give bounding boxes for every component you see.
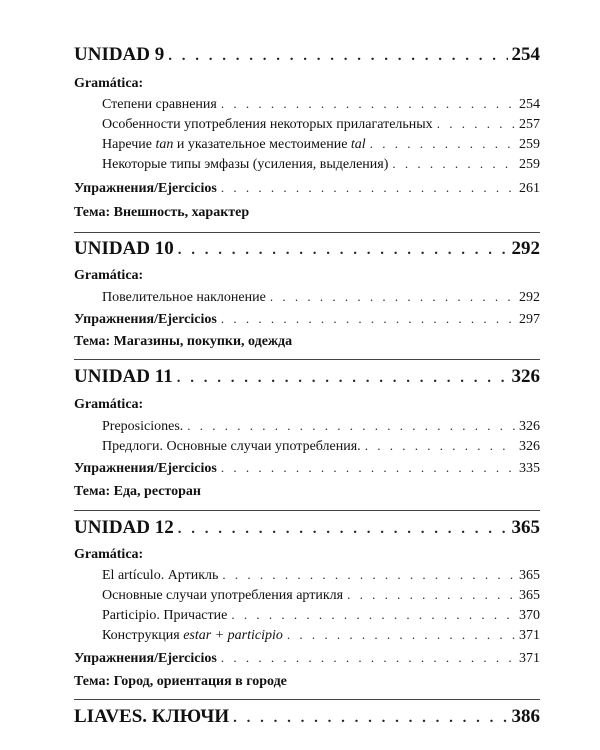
entry-text: Степени сравнения	[102, 97, 217, 112]
exercises-entry[interactable]	[74, 460, 540, 477]
entry-page: 292	[519, 290, 540, 305]
leader-dots	[221, 180, 515, 196]
exercises-page: 371	[519, 651, 540, 666]
exercises-label: Упражнения/Ejercicios	[74, 312, 217, 327]
divider	[74, 232, 540, 233]
unit-title: UNIDAD 11	[74, 366, 173, 387]
leader-dots	[270, 289, 515, 305]
entry-page: 259	[519, 137, 540, 152]
leader-dots	[168, 48, 507, 65]
unit-title: UNIDAD 9	[74, 44, 165, 65]
unit-11-heading[interactable]	[74, 366, 540, 388]
keys-page: 386	[511, 706, 540, 727]
entry-italic: tal	[350, 137, 366, 152]
exercises-page: 297	[519, 312, 540, 327]
exercises-entry[interactable]	[74, 650, 540, 667]
unit-12-heading[interactable]	[74, 517, 540, 539]
entry-text-part: Наречие	[102, 137, 156, 152]
toc-entry[interactable]	[102, 289, 540, 306]
unit-page: 292	[511, 238, 540, 259]
leader-dots	[231, 607, 515, 623]
toc-entry[interactable]	[102, 587, 540, 604]
keys-heading[interactable]	[74, 706, 540, 728]
entry-text: Повелительное наклонение	[102, 290, 266, 305]
leader-dots	[370, 136, 515, 152]
exercises-entry[interactable]	[74, 180, 540, 197]
unit-theme: Тема: Магазины, покупки, одежда	[74, 334, 293, 349]
divider	[74, 359, 540, 360]
leader-dots	[187, 418, 515, 434]
divider	[74, 510, 540, 511]
entry-page: 365	[519, 568, 540, 583]
entry-text-part: Конструкция	[102, 628, 184, 643]
leader-dots	[221, 460, 515, 476]
unit-page: 326	[511, 366, 540, 387]
leader-dots	[287, 627, 515, 643]
entry-page: 257	[519, 117, 540, 132]
toc-entry[interactable]	[102, 116, 540, 133]
divider	[74, 699, 540, 700]
exercises-label: Упражнения/Ejercicios	[74, 181, 217, 196]
entry-text: Participio. Причастие	[102, 608, 228, 623]
leader-dots	[392, 156, 515, 172]
entry-text-part: и указательное местоимение	[173, 137, 351, 152]
leader-dots	[178, 521, 508, 538]
unit-title: UNIDAD 12	[74, 517, 174, 538]
exercises-page: 335	[519, 461, 540, 476]
unit-9-heading[interactable]	[74, 44, 540, 66]
leader-dots	[222, 567, 515, 583]
leader-dots	[221, 311, 515, 327]
exercises-label: Упражнения/Ejercicios	[74, 651, 217, 666]
toc-entry[interactable]	[102, 567, 540, 584]
exercises-entry[interactable]	[74, 311, 540, 328]
toc-entry[interactable]	[102, 607, 540, 624]
toc-entry[interactable]	[102, 418, 540, 435]
unit-page: 254	[511, 44, 540, 65]
leader-dots	[365, 438, 515, 454]
toc-entry[interactable]	[102, 627, 540, 644]
leader-dots	[437, 116, 515, 132]
entry-text	[102, 628, 283, 644]
toc-entry[interactable]	[102, 156, 540, 173]
entry-page: 326	[519, 439, 540, 454]
entry-text: Особенности употребления некоторых прилагательных	[102, 117, 433, 132]
grammar-label: Gramática:	[74, 268, 144, 283]
leader-dots	[221, 96, 515, 112]
unit-page: 365	[511, 517, 540, 538]
unit-theme: Тема: Город, ориентация в городе	[74, 674, 287, 689]
grammar-label: Gramática:	[74, 547, 144, 562]
entry-page: 371	[519, 628, 540, 643]
toc-entry[interactable]	[102, 438, 540, 455]
entry-text: El artículo. Артикль	[102, 568, 219, 583]
unit-10-heading[interactable]	[74, 238, 540, 260]
leader-dots	[178, 242, 508, 259]
unit-theme: Тема: Внешность, характер	[74, 205, 250, 220]
toc-entry[interactable]	[102, 136, 540, 153]
entry-page: 254	[519, 97, 540, 112]
exercises-label: Упражнения/Ejercicios	[74, 461, 217, 476]
entry-italic: estar + participio	[183, 628, 283, 643]
leader-dots	[347, 587, 515, 603]
grammar-label: Gramática:	[74, 397, 144, 412]
exercises-page: 261	[519, 181, 540, 196]
entry-text	[102, 137, 366, 153]
leader-dots	[233, 710, 507, 727]
entry-text: Предлоги. Основные случаи употребления.	[102, 439, 361, 454]
leader-dots	[177, 370, 508, 387]
entry-page: 259	[519, 157, 540, 172]
unit-title: UNIDAD 10	[74, 238, 174, 259]
unit-theme: Тема: Еда, ресторан	[74, 484, 201, 499]
entry-text: Некоторые типы эмфазы (усиления, выделения)	[102, 157, 389, 172]
entry-page: 365	[519, 588, 540, 603]
entry-page: 326	[519, 419, 540, 434]
entry-text: Preposiciones.	[102, 419, 184, 434]
entry-page: 370	[519, 608, 540, 623]
keys-title: LIAVES. КЛЮЧИ	[74, 706, 230, 727]
toc-entry[interactable]	[102, 96, 540, 113]
leader-dots	[221, 650, 515, 666]
grammar-label: Gramática:	[74, 76, 144, 91]
entry-text: Основные случаи употребления артикля	[102, 588, 344, 603]
entry-italic: tan	[155, 137, 174, 152]
